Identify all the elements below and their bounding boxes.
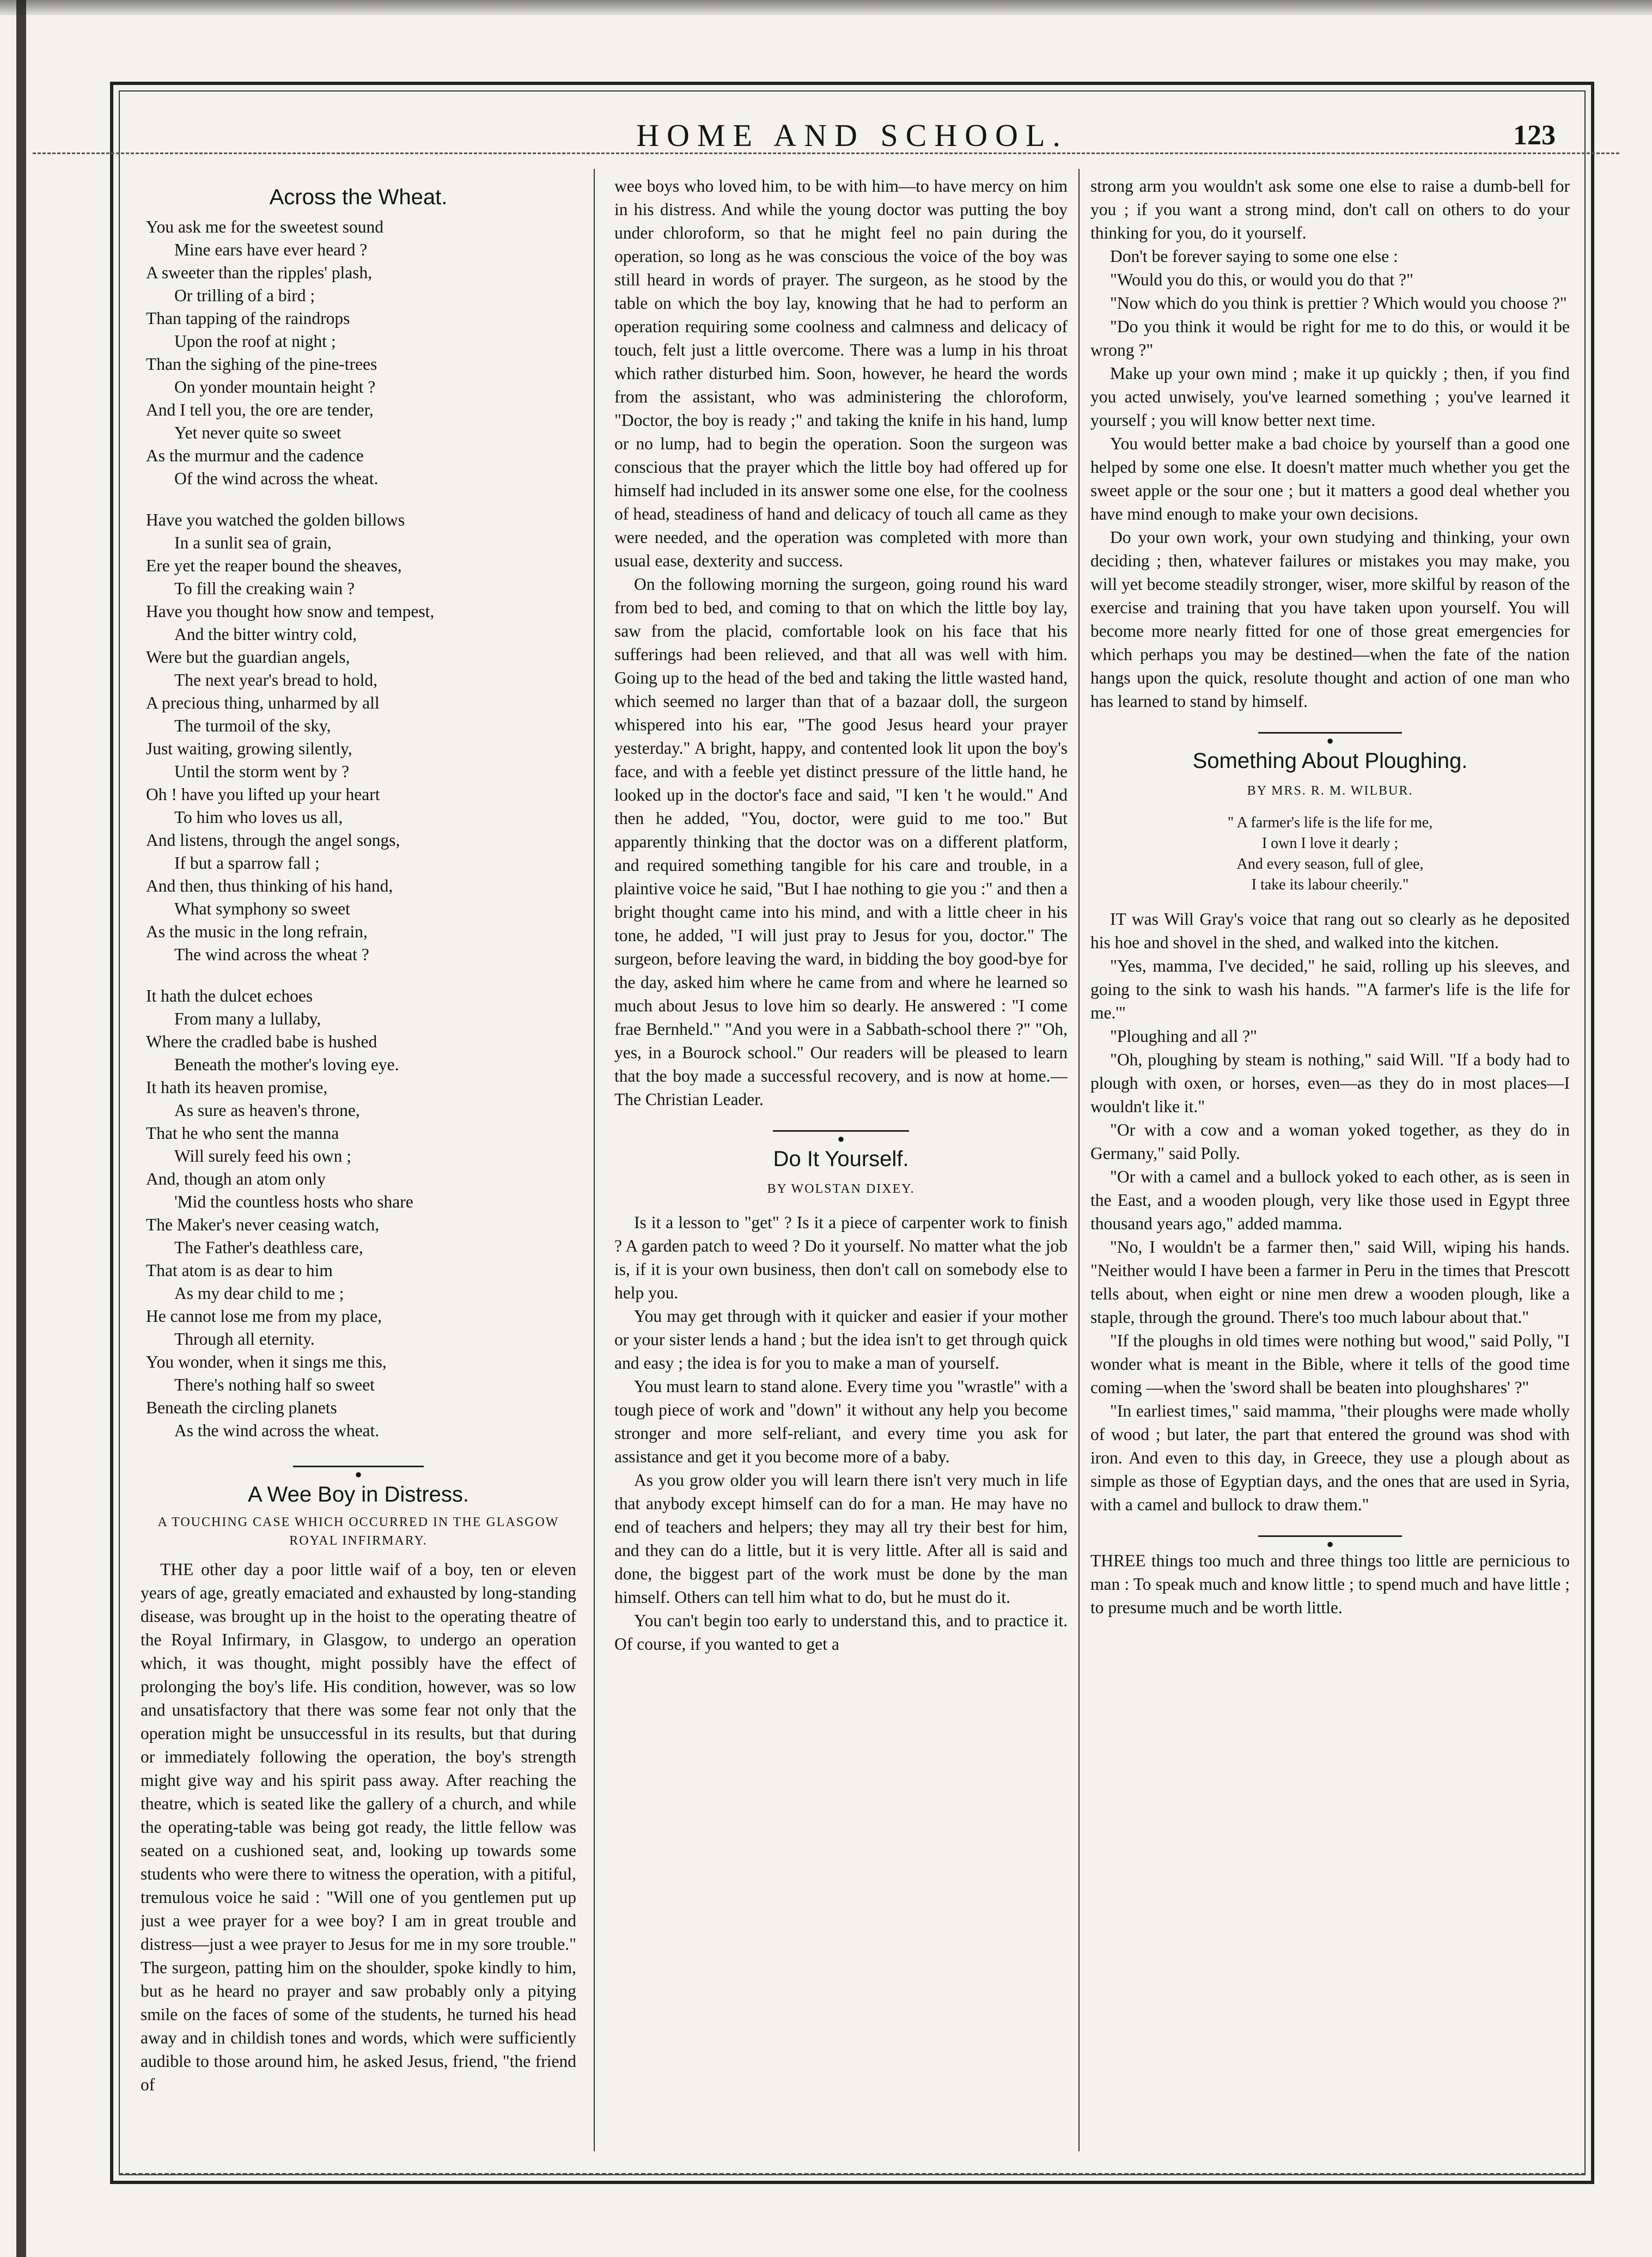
poem-stanza <box>141 985 576 1442</box>
section-divider: ● <box>1090 1530 1570 1541</box>
poem-line: You ask me for the sweetest sound <box>146 217 384 236</box>
column-3 <box>1090 174 1570 2146</box>
poem-line: Of the wind across the wheat. <box>174 469 379 488</box>
poem-line: Beneath the mother's loving eye. <box>174 1055 399 1074</box>
section-divider: ● <box>1090 727 1570 738</box>
poem-stanza <box>141 509 576 966</box>
poem-line: It hath the dulcet echoes <box>146 986 313 1005</box>
poem-line: In a sunlit sea of grain, <box>174 533 332 552</box>
poem-line: The next year's bread to hold, <box>174 670 378 690</box>
poem-line: 'Mid the countless hosts who share <box>174 1192 413 1211</box>
paragraph: Don't be forever saying to some one else : <box>1110 247 1398 266</box>
wee-boy-article-part-1 <box>141 1558 576 2096</box>
paragraph: Do your own work, your own studying and thinking, your own deciding ; then, whatever failures or mistakes you may make, you will yet become steadily stronger, wiser, more skilful by reason of the exercise and training that you have taken upon yourself. You will become more nearly fitted for one of those great emergencies for which perhaps you may be destined—when the fate of the nation hangs upon the quick, resolute thought and action of one man who has learned to stand by himself. <box>1090 528 1570 711</box>
wee-boy-article-part-2 <box>614 174 1068 1111</box>
filler-paragraph: THREE things too much and three things too little are pernicious to man : To speak much and know little ; to spend much and have little ; to presume much and be worth little. <box>1090 1551 1570 1617</box>
paragraph: Is it a lesson to "get" ? Is it a piece of carpenter work to finish ? A garden patch to weed ? Do it yourself. No matter what the job is, if it is your own business, then don't call on somebody else to help you. <box>614 1213 1068 1302</box>
do-it-yourself-article-part-1 <box>614 1211 1068 1656</box>
do-it-yourself-title: Do It Yourself. <box>773 1147 909 1171</box>
column-2 <box>614 174 1068 2146</box>
column-rule-2 <box>1078 169 1080 2151</box>
poem-line: And I tell you, the ore are tender, <box>146 400 374 419</box>
paragraph: THE other day a poor little waif of a boy, ten or eleven years of age, greatly emaciated and exhausted by long-standing disease, was brought up in the hoist to the operating theatre of the Royal Infirmary, in Glasgow, to undergo an operation which, it was thought, might possibly have the effect of prolonging the boy's life. His condition, however, was so low and unsatisfactory that there was some fear not only that the operation might be unsuccessful in its results, but that during or immediately following the operation, the boy's strength might give way and his spirit pass away. After reaching the theatre, which is seated like the gallery of a church, and while the operating-table was being got ready, the little fellow was seated on a cushioned seat, and, looking up towards some students who were there to witness the operation, with a pitiful, tremulous voice he said : "Will one of you gentlemen put up just a wee prayer for a wee boy? I am in great trouble and distress—just a wee prayer to Jesus for me in my sore trouble." The surgeon, patting him on the shoulder, spoke kindly to him, but as he heard no prayer and saw probably only a pitying smile on the faces of some of the students, he turned his head away and in childish tones and words, which were sufficiently audible to those around him, he asked Jesus, friend, "the friend of <box>141 1560 576 2094</box>
poem-line: Just waiting, growing silently, <box>146 739 352 758</box>
poem-line: Have you watched the golden billows <box>146 510 405 529</box>
do-it-yourself-article-part-2 <box>1090 174 1570 713</box>
poem-line: If but a sparrow fall ; <box>174 853 320 873</box>
poem-line: To fill the creaking wain ? <box>174 579 355 598</box>
poem-line: Ere yet the reaper bound the sheaves, <box>146 556 402 575</box>
poem-line: Have you thought how snow and tempest, <box>146 602 435 621</box>
paragraph: "If the ploughs in old times were nothing but wood," said Polly, "I wonder what is meant in the Bible, where it tells of the good time coming —when the 'sword shall be beaten into ploughshares' ?" <box>1090 1331 1570 1397</box>
poem-line: It hath its heaven promise, <box>146 1078 328 1097</box>
poem-line: There's nothing half so sweet <box>174 1375 375 1394</box>
paragraph: You would better make a bad choice by yourself than a good one helped by some one else. It doesn't matter much whether you get the sweet apple or the sour one ; but it matters a good deal whether you have mind enough to make your own decisions. <box>1090 434 1570 523</box>
section-divider: ● <box>614 1125 1068 1136</box>
column-rule-1 <box>594 169 595 2151</box>
poem-line: Oh ! have you lifted up your heart <box>146 785 380 804</box>
poem-line: As the murmur and the cadence <box>146 446 364 465</box>
page-binding-edge <box>16 0 26 2257</box>
ploughing-title: Something About Ploughing. <box>1192 749 1468 773</box>
poem-body <box>141 216 576 1442</box>
paragraph: "No, I wouldn't be a farmer then," said Will, wiping his hands. "Neither would I have been a farmer in Peru in the times that Prescott tells about, when eight or nine men drew a wooden plough, like a staple, through the ground. There's too much labour about that." <box>1090 1237 1570 1327</box>
poem-line: As the music in the long refrain, <box>146 922 368 941</box>
bottom-rule <box>119 2173 1586 2175</box>
poem-line: To him who loves us all, <box>174 808 343 827</box>
section-divider: ● <box>141 1461 576 1472</box>
paragraph: strong arm you wouldn't ask some one else to raise a dumb-bell for you ; if you want a strong mind, don't call on others to do your thinking for you, do it yourself. <box>1090 176 1570 242</box>
poem-line: He cannot lose me from my place, <box>146 1307 382 1326</box>
epigraph-line: I take its labour cheerily." <box>1251 876 1409 893</box>
page-number: 123 <box>1513 120 1556 151</box>
poem-line: Than the sighing of the pine-trees <box>146 355 377 374</box>
poem-line: Beneath the circling planets <box>146 1398 337 1417</box>
poem-line: Where the cradled babe is hushed <box>146 1032 377 1051</box>
poem-line: Were but the guardian angels, <box>146 648 350 667</box>
poem-stanza <box>141 216 576 490</box>
poem-line: Upon the roof at night ; <box>174 332 336 351</box>
poem-line: A sweeter than the ripples' plash, <box>146 263 373 282</box>
poem-line: Until the storm went by ? <box>174 762 350 781</box>
poem-line: As my dear child to me ; <box>174 1284 344 1303</box>
poem-line: Than tapping of the raindrops <box>146 309 350 328</box>
poem-line: The Maker's never ceasing watch, <box>146 1215 380 1234</box>
paragraph: You can't begin too early to understand this, and to practice it. Of course, if you wanted to get a <box>614 1611 1068 1654</box>
paragraph: "Do you think it would be right for me to do this, or would it be wrong ?" <box>1090 317 1570 359</box>
paragraph: "Now which do you think is prettier ? Which would you choose ?" <box>1110 294 1567 313</box>
masthead <box>119 117 1586 166</box>
ploughing-byline: BY MRS. R. M. WILBUR. <box>1247 784 1413 798</box>
paragraph: "Or with a cow and a woman yoked together, as they do in Germany," said Polly. <box>1090 1120 1570 1163</box>
column-1 <box>141 174 576 2146</box>
paragraph: "Would you do this, or would you do that ?" <box>1110 270 1413 289</box>
epigraph-line: I own I love it dearly ; <box>1261 835 1399 852</box>
poem-line: Or trilling of a bird ; <box>174 286 315 305</box>
epigraph-line: And every season, full of glee, <box>1236 856 1424 873</box>
paragraph: "Oh, ploughing by steam is nothing," said Will. "If a body had to plough with oxen, or horses, even—as they do in most places—I wouldn't like it." <box>1090 1050 1570 1116</box>
poem-line: That he who sent the manna <box>146 1124 339 1143</box>
poem-title: Across the Wheat. <box>269 185 448 209</box>
paragraph: You must learn to stand alone. Every time you "wrastle" with a tough piece of work and "down" it without any help you become stronger and more self-reliant, and every time you ask for assistance and get it you become more of a baby. <box>614 1377 1068 1466</box>
poem-line: From many a lullaby, <box>174 1009 321 1028</box>
masthead-rule <box>33 152 1619 154</box>
paragraph: wee boys who loved him, to be with him—to have mercy on him in his distress. And while the young doctor was putting the boy under chloroform, so that he might feel no pain during the operation, so long as he was conscious the voice of the boy was still heard in words of prayer. The surgeon, as he stood by the table on which the boy lay, knowing that he had to perform an operation requiring some coolness and calmness and delicacy of touch, felt just a little overcome. There was a lump in his throat which rather disturbed him. Soon, however, he heard the words from the assistant, who was administering the chloroform, "Doctor, the boy is ready ;" and taking the knife in his hand, lump or no lump, had to begin the operation. Soon the surgeon was conscious that the prayer which the little boy had offered up for himself had included in its answer some one else, for the coolness of head, steadiness of hand and delicacy of touch all came as they were needed, and the operation was completed with more than usual ease, dexterity and success. <box>614 176 1068 570</box>
paragraph: "Yes, mamma, I've decided," he said, rolling up his sleeves, and going to the sink to wash his hands. "'A farmer's life is the life for me.'" <box>1090 956 1570 1022</box>
poem-line: And, though an atom only <box>146 1169 326 1188</box>
poem-line: That atom is as dear to him <box>146 1261 333 1280</box>
poem-line: Through all eternity. <box>174 1329 315 1349</box>
ploughing-epigraph <box>1090 813 1570 895</box>
poem-line: As the wind across the wheat. <box>174 1421 380 1440</box>
paragraph: As you grow older you will learn there isn't very much in life that anybody except himself can do for a man. He may have no end of teachers and helpers; they may all try their best for him, and they can do a little, but it is very little. After all is said and done, the biggest part of the work must be done by the man himself. Others can tell him what to do, but he must do it. <box>614 1471 1068 1607</box>
ploughing-article <box>1090 907 1570 1516</box>
wee-boy-subtitle: A TOUCHING CASE WHICH OCCURRED IN THE GLASGOW ROYAL INFIRMARY. <box>157 1515 559 1548</box>
epigraph-line: " A farmer's life is the life for me, <box>1227 814 1433 831</box>
paragraph: "Or with a camel and a bullock yoked to each other, as is seen in the East, and a wooden plough, very like those used in Egypt three thousand years ago," added mamma. <box>1090 1167 1570 1233</box>
paragraph: "Ploughing and all ?" <box>1110 1027 1257 1046</box>
poem-line: A precious thing, unharmed by all <box>146 693 380 712</box>
scan-edge-shadow <box>0 0 1652 15</box>
poem-line: The Father's deathless care, <box>174 1238 363 1257</box>
poem-line: And then, thus thinking of his hand, <box>146 876 393 895</box>
poem-line: Mine ears have ever heard ? <box>174 240 368 259</box>
poem-line: The wind across the wheat ? <box>174 945 369 964</box>
paragraph: "In earliest times," said mamma, "their ploughs were made wholly of wood ; but later, the part that entered the ground was shod with iron. And even to this day, in Greece, they use a plough about as simple as those of Egyptian days, and the ones that are used in Syria, with a camel and bullock to draw them." <box>1090 1401 1570 1514</box>
paragraph: Make up your own mind ; make it up quickly ; then, if you find you acted unwisely, you've learned something ; you've learned it yourself ; you will know better next time. <box>1090 364 1570 430</box>
poem-line: The turmoil of the sky, <box>174 716 331 735</box>
poem-line: On yonder mountain height ? <box>174 377 376 396</box>
poem-line: And the bitter wintry cold, <box>174 625 357 644</box>
publication-title: HOME AND SCHOOL. <box>636 118 1068 153</box>
poem-line: Yet never quite so sweet <box>174 423 342 442</box>
poem-line: As sure as heaven's throne, <box>174 1101 360 1120</box>
paragraph: On the following morning the surgeon, going round his ward from bed to bed, and coming to that on which the little boy lay, saw from the placid, comfortable look on his face that his sufferings had been relieved, and that all was well with him. Going up to the head of the bed and taking the little wasted hand, which seemed no larger than that of a bazaar doll, the surgeon whispered into his ear, "The good Jesus heard your prayer yesterday." A bright, happy, and contented look lit upon the boy's face, and with a feeble yet distinct pressure of the little hand, he looked up in the doctor's face and said, "I ken 't he would." And then he added, "You, doctor, were guid to me too." But apparently thinking that the doctor was on a different platform, and required something tangible for his care and trouble, in a plaintive voice he said, "But I hae nothing to gie you :" and then a bright thought came into his mind, and with a little cheer in his tone, he added, "I will just pray to Jesus for you, doctor." The surgeon, before leaving the ward, in bidding the boy good-bye for the day, asked him where he came from and where he learned so much about Jesus to love him so dearly. He answered : "I come frae Bernheld." "And you were in a Sabbath-school there ?" "Oh, yes, in a Bourock school." Our readers will be pleased to learn that the boy made a successful recovery, and is now at home.—The Christian Leader. <box>614 575 1068 1109</box>
paragraph: IT was Will Gray's voice that rang out so clearly as he deposited his hoe and shovel in the shed, and walked into the kitchen. <box>1090 910 1570 952</box>
poem-line: And listens, through the angel songs, <box>146 831 400 850</box>
paragraph: You may get through with it quicker and easier if your mother or your sister lends a hand ; but the idea isn't to get through quick and easy ; the idea is for you to make a man of yourself. <box>614 1307 1068 1372</box>
do-it-yourself-byline: BY WOLSTAN DIXEY. <box>767 1182 915 1196</box>
poem-line: What symphony so sweet <box>174 899 350 918</box>
poem-line: Will surely feed his own ; <box>174 1146 352 1166</box>
poem-line: You wonder, when it sings me this, <box>146 1352 387 1371</box>
wee-boy-title: A Wee Boy in Distress. <box>247 1483 470 1506</box>
